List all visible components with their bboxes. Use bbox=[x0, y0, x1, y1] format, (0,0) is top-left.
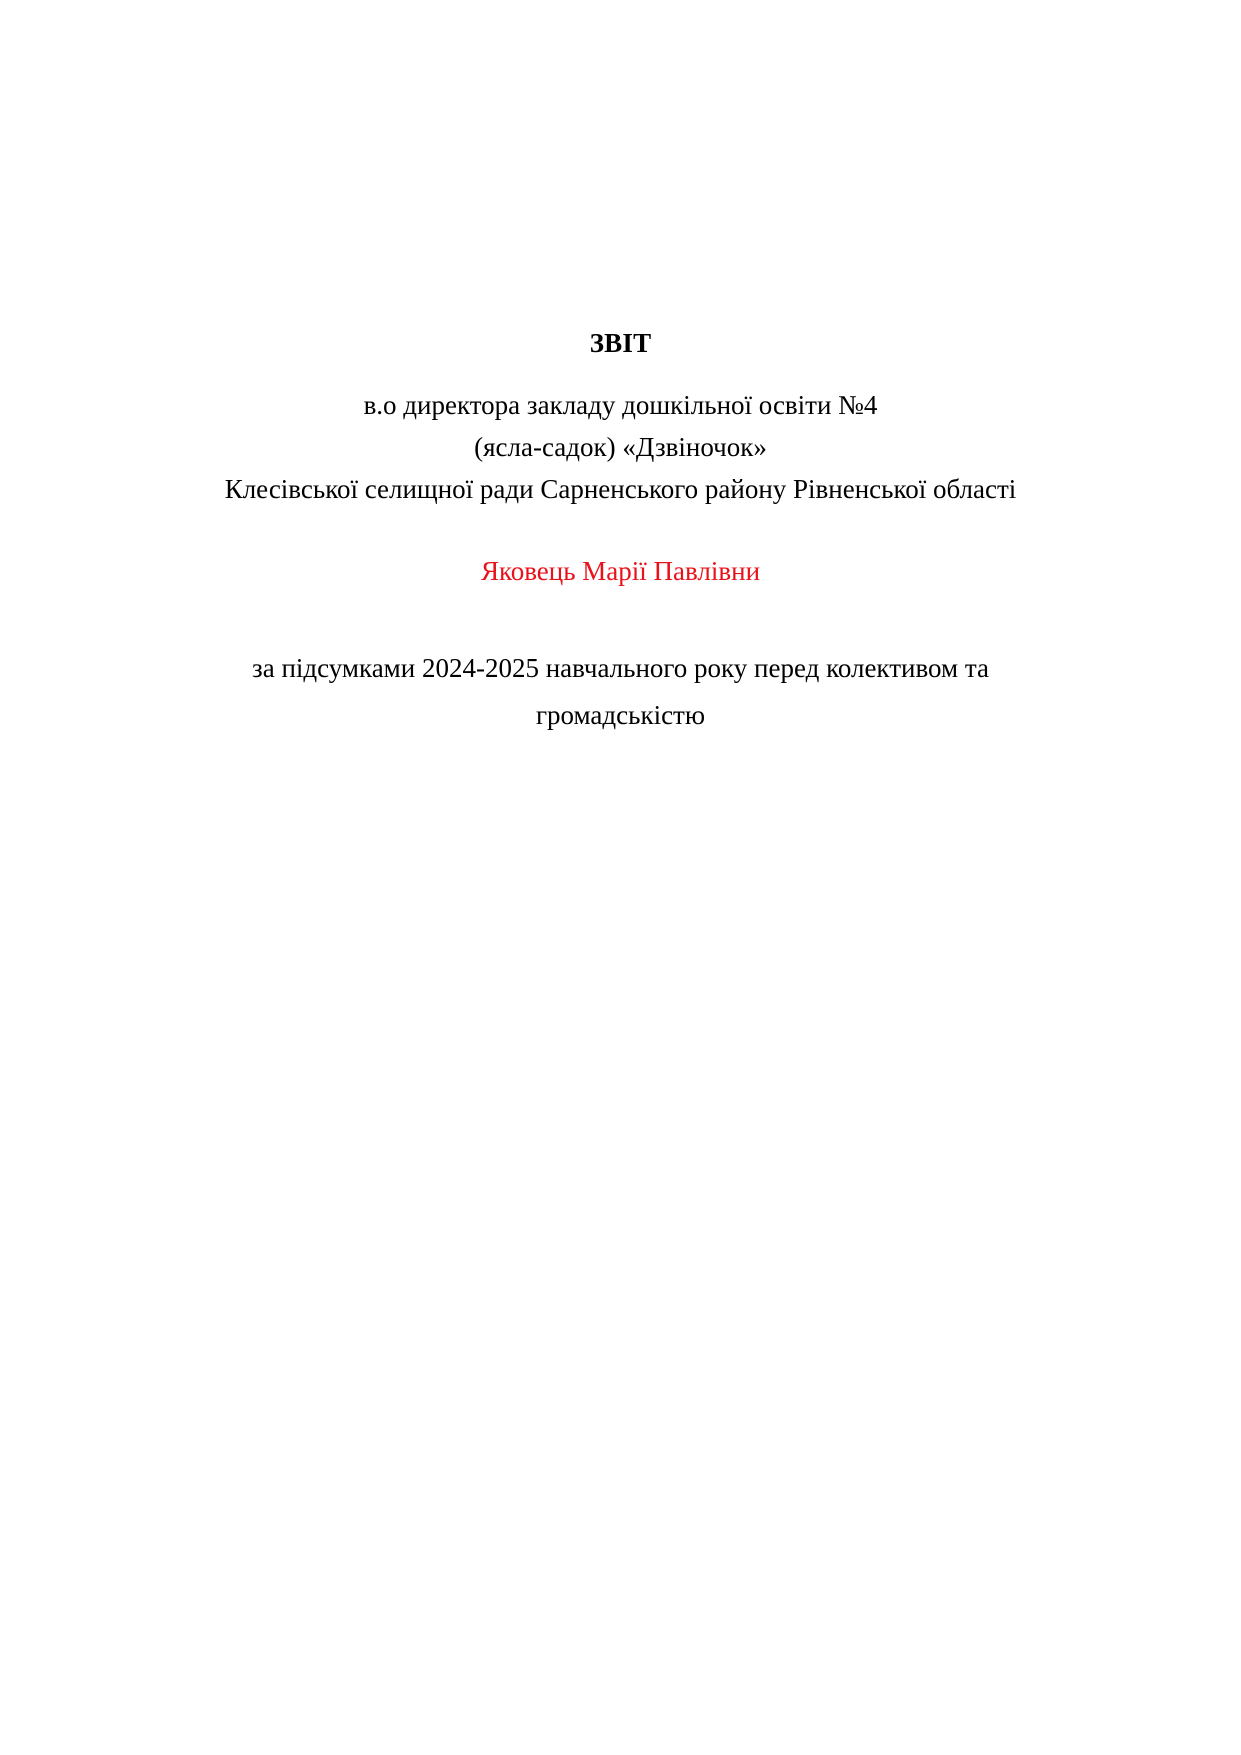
page-title: ЗВІТ bbox=[589, 328, 652, 358]
document-body bbox=[130, 0, 1111, 739]
subtitle-line-1: в.о директора закладу дошкільної освіти №4 bbox=[363, 390, 878, 420]
spacer-below-name bbox=[130, 587, 1111, 645]
author-name: Яковець Марії Павлівни bbox=[480, 555, 761, 586]
subtitle-line-3: Клесівської селищної ради Сарненського району Рівненської області bbox=[224, 473, 1017, 504]
spacer-above-name bbox=[130, 511, 1111, 555]
report-summary: за підсумками 2024-2025 навчального року перед колективом та громадськістю bbox=[252, 652, 989, 731]
subtitle-line-2: (ясла-садок) «Дзвіночок» bbox=[474, 431, 767, 462]
